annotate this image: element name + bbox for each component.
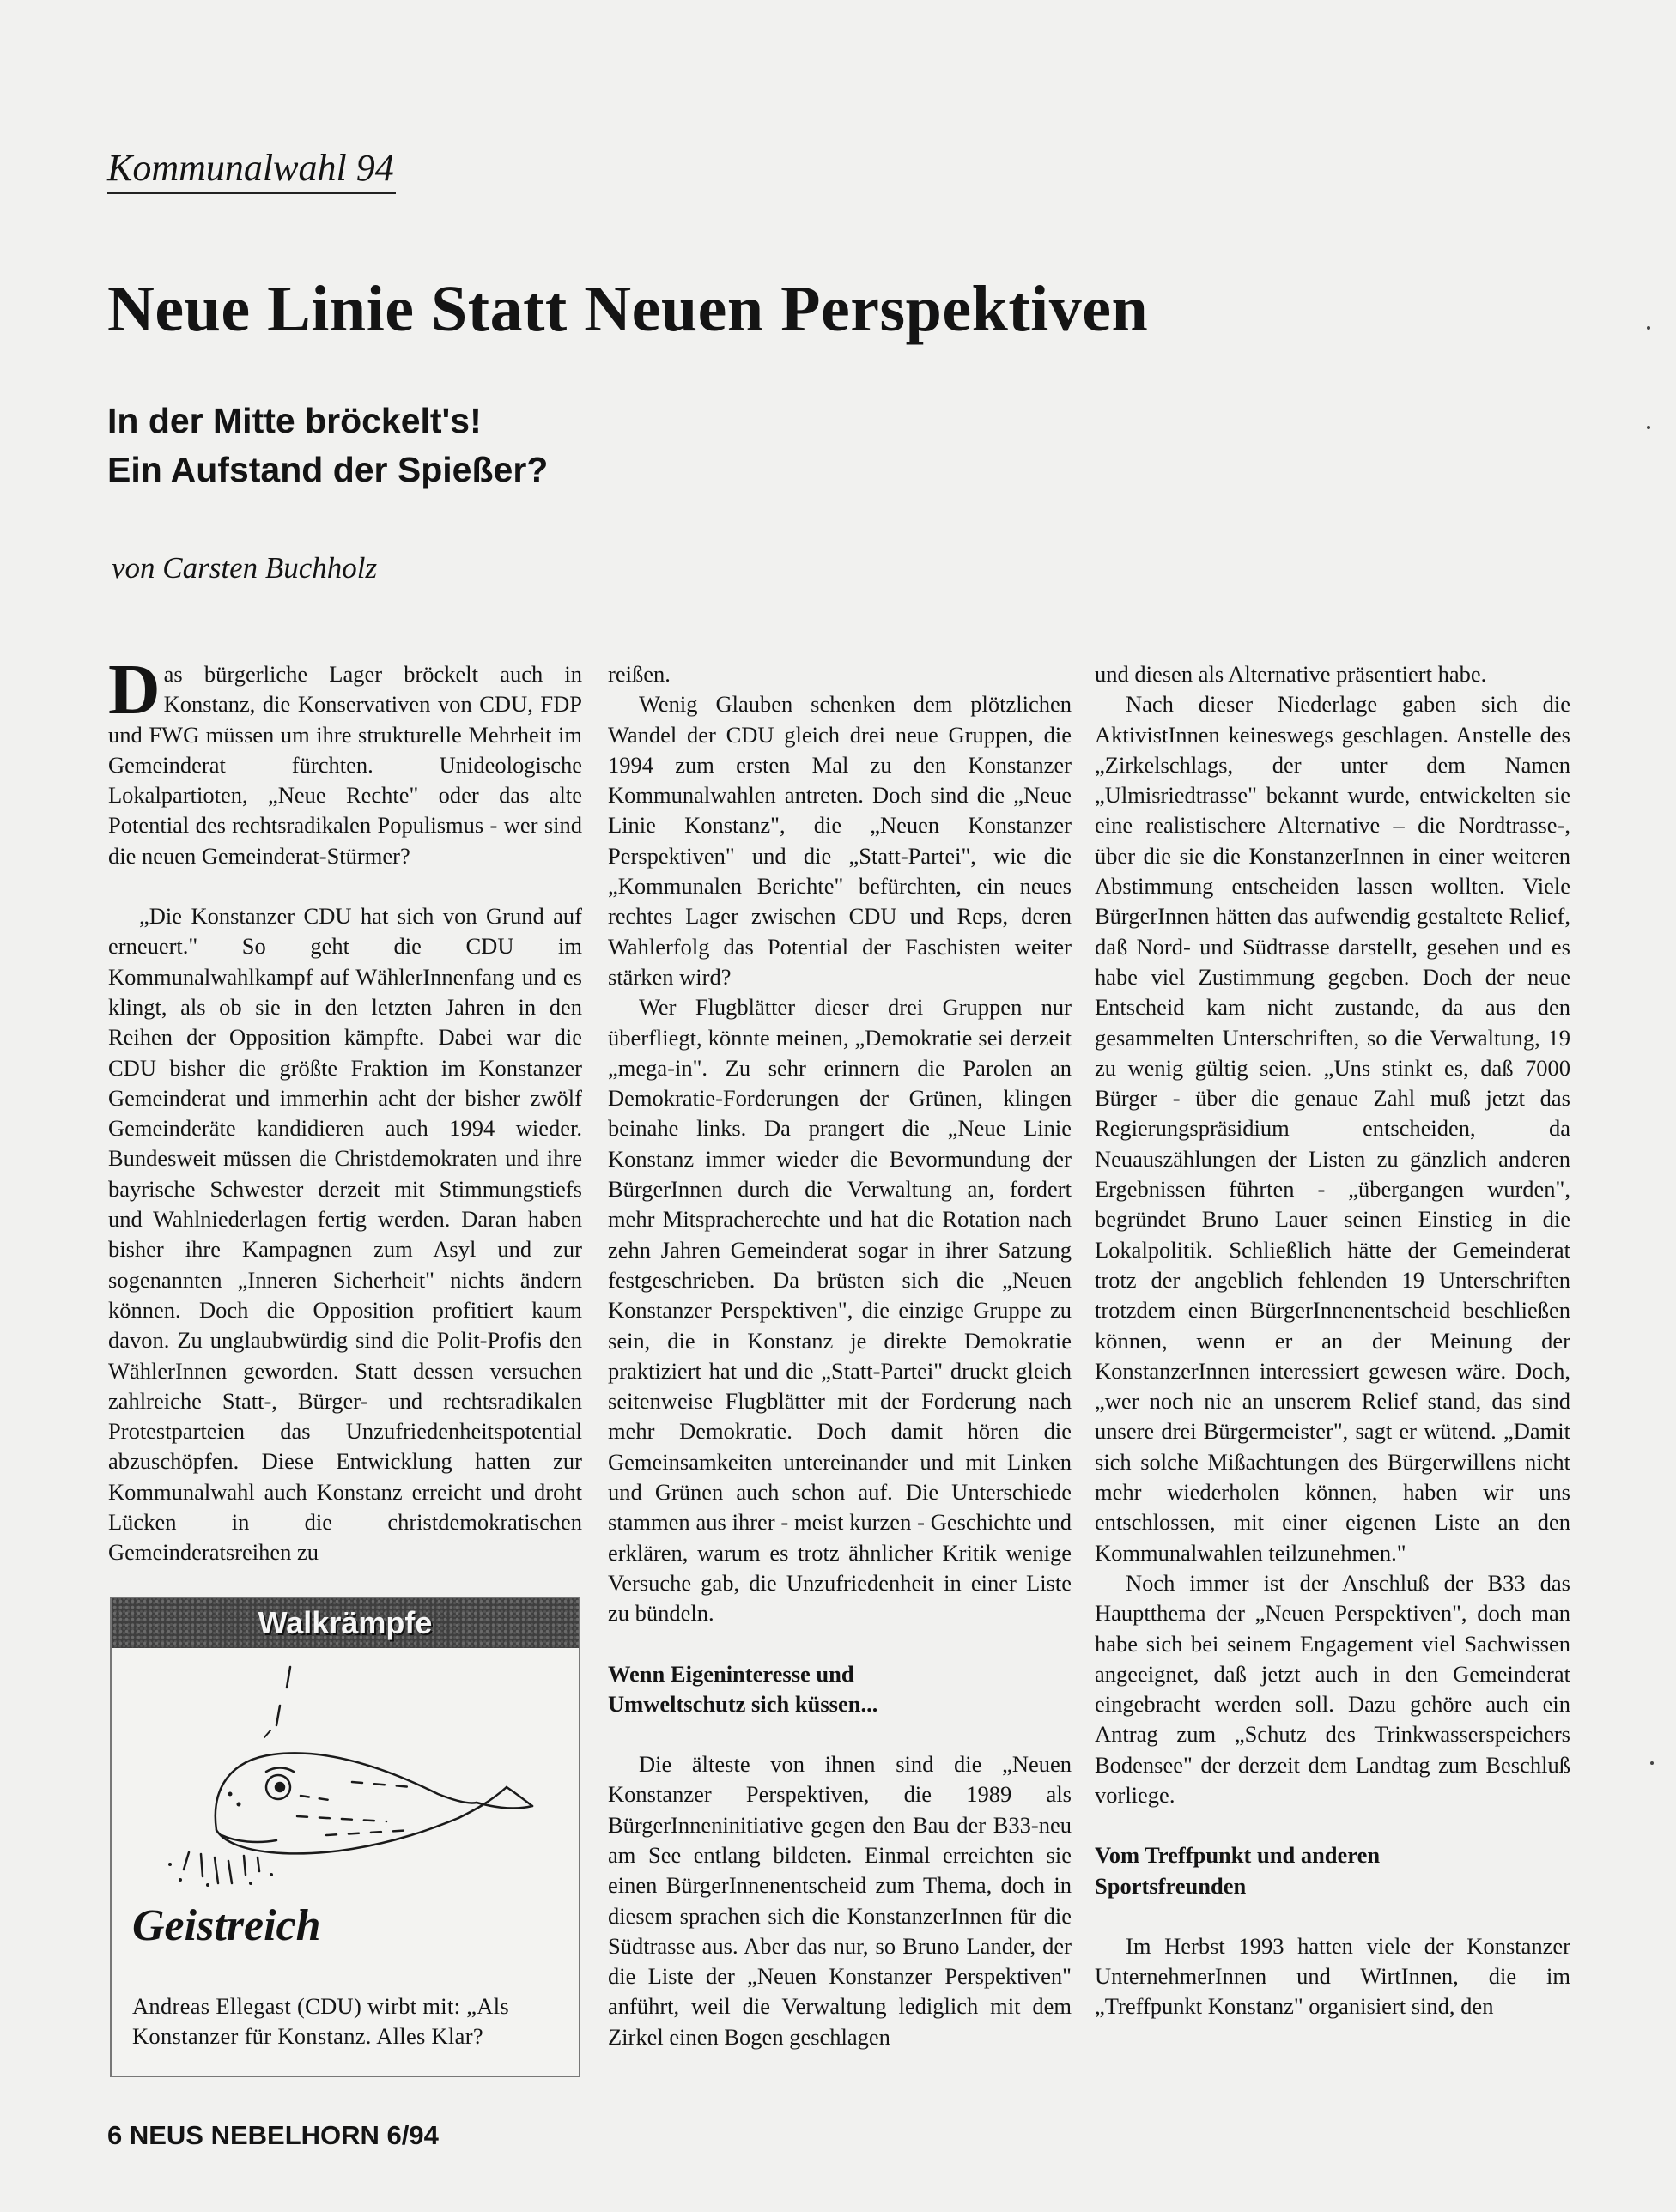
col3-subheading: Vom Treffpunkt und anderen Sportsfreunden [1095,1842,1381,1899]
column-1 [108,650,582,1568]
col1-paragraph-2: „Die Konstanzer CDU hat sich von Grund auf erneuert." So geht die CDU im Kommunalwahlkampf auf WählerInnenfang und es klingt, als ob sie in den letzten Jahren in den Reihen der Opposition kämpfte. Dabei war die CDU bisher die größte Fraktion im Konstanzer Gemeinderat und immerhin acht der bisher zwölf Gemeinderäte kandidieren auch 1994 wieder. Bundesweit müssen die Christdemokraten und ihre bayrische Schwester derzeit mit Stimmungstiefs und Wahlniederlagen fertig werden. Daran haben bisher ihre Kampagnen zum Asyl und zur sogenannten „Inneren Sicherheit" nichts ändern können. Doch die Opposition profitiert kaum davon. Zu unglaubwürdig sind die Polit-Profis den WählerInnen geworden. Statt dessen versuchen zahlreiche Statt-, Bürger- und rechtsradikalen Protestparteien das Unzufriedenheitspotential abzuschöpfen. Diese Entwicklung hatten zur Kommunalwahl auch Konstanz erreicht und droht Lücken in die christdemokratischen Gemeinderatsreihen zu [108,903,582,1566]
sidebar-caption: Andreas Ellegast (CDU) wirbt mit: „Als Konstanzer für Konstanz. Alles Klar? [132,1993,509,2049]
speck [1647,426,1650,429]
col3-paragraph-4: Im Herbst 1993 hatten viele der Konstanzer UnternehmerInnen und WirtInnen, die im „Treffpunkt Konstanz" organisiert sind, den [1095,1932,1570,2020]
subheadline [107,397,548,494]
sidebar-header [112,1598,579,1648]
col2-paragraph-1: reißen. [608,661,671,687]
section-label: Kommunalwahl 94 [107,144,396,194]
headline: Neue Linie Statt Neuen Perspektiven [107,273,1149,345]
sidebar-header-title: Walkrämpfe [258,1605,433,1640]
column-2 [608,659,1072,2052]
col2-subheading: Wenn Eigeninteresse und Umweltschutz sich küssen... [608,1660,878,1717]
page-footer: 6 NEUS NEBELHORN 6/94 [107,2120,439,2150]
sidebar-title: Geistreich [132,1901,321,1950]
byline: von Carsten Buchholz [112,551,378,585]
speck [1650,1761,1654,1765]
subheadline-line-1: In der Mitte bröckelt's! [107,401,482,440]
col2-paragraph-3: Wer Flugblätter dieser drei Gruppen nur überfliegt, könnte meinen, „Demokratie sei derzeit „mega-in". Zu sehr erinnern die Parolen an Demokratie-Forderungen der Grünen, klingen beinahe links. Da prangert die „Neue Linie Konstanz immer wieder die Bevormundung der BürgerInnen durch die Verwaltung an, fordert mehr Mitspracherechte und hat die Rotation nach zehn Jahren Gemeinderat sogar in ihrer Satzung festgeschrieben. Da brüsten sich die „Neuen Konstanzer Perspektiven", die einzige Gruppe zu sein, die in Konstanz je direkte Demokratie praktiziert hat und die „Statt-Partei" druckt gleich seitenweise Flugblätter mit der Forderung nach mehr Demokratie. Doch damit hören die Gemeinsamkeiten untereinander und mit Linken und Grünen auch schon auf. Die Unterschiede stammen aus ihrer - meist kurzen - Geschichte und erklären, warum es trotz ähnlicher Kritik wenige Versuche gab, die Unzufriedenheit in einer Liste zu bündeln. [608,994,1072,1627]
col2-paragraph-4: Die älteste von ihnen sind die „Neuen Konstanzer Perspektiven, die 1989 als BürgerInneninitiative gegen den Bau der B33-neu am See entlang bildeten. Einmal erreichten sie einen BürgerInnenentscheid zum Thema, doch in diesem sprachen sich die KonstanzerInnen für die Südtrasse aus. Aber das nur, so Bruno Lander, der die Liste der „Neuen Konstanzer Perspektiven" anführt, weil die Verwaltung lediglich mit dem Zirkel einen Bogen geschlagen [608,1751,1072,2050]
whale-cartoon [129,1658,558,1890]
column-3 [1095,659,1570,2022]
speck [1647,326,1650,330]
col1-paragraph-1: Das bürgerliche Lager bröckelt auch in Konstanz, die Konservativen von CDU, FDP und FWG müssen um ihre strukturelle Mehrheit im Gemeinderat fürchten. Unideologische Lokalpartioten, „Neue Rechte" oder das alte Potential des rechtsradikalen Populismus - wer sind die neuen Gemeinderat-Stürmer? [108,650,582,869]
sidebar-box [110,1597,580,2077]
col2-paragraph-2: Wenig Glauben schenken dem plötzlichen Wandel der CDU gleich drei neue Gruppen, die 1994 zum ersten Mal zu den Konstanzer Kommunalwahlen antreten. Doch sind die „Neue Linie Konstanz", die „Neuen Konstanzer Perspektiven" und die „Statt-Partei", wie die „Kommunalen Berichte" befürchten, ein neues rechtes Lager zwischen CDU und Reps, deren Wahlerfolg das Potential der Faschisten weiter stärken wird? [608,691,1072,990]
subheadline-line-2: Ein Aufstand der Spießer? [107,450,549,489]
dropcap: D [108,650,161,730]
col3-paragraph-2: Nach dieser Niederlage gaben sich die AktivistInnen keineswegs geschlagen. Anstelle des „Zirkelschlags, der unter dem Namen „Ulmisriedtrasse" bekannt wurde, entwickelten sie eine realistischere Alternative – die Nordtrasse-, über die sie die KonstanzerInnen in einer weiteren Abstimmung entscheiden lassen wollten. Viele BürgerInnen hätten das aufwendig gestaltete Relief, daß Nord- und Südtrasse darstellt, gesehen und es habe viel Zustimmung gegeben. Doch der neue Entscheid kam nicht zustande, da aus den gesammelten Unterschriften, so die Verwaltung, 19 zu wenig gültig seien. „Uns stinkt es, daß 7000 Bürger - über die genaue Zahl muß jetzt das Regierungspräsidium entscheiden, da Neuauszählungen der Listen zu gänzlich anderen Ergebnissen führten - „übergangen wurden", begründet Bruno Lauer seinen Einstieg in die Lokalpolitik. Schließlich hätte der Gemeinderat trotz der angeblich fehlenden 19 Unterschriften trotzdem einen BürgerInnenentscheid beschließen können, wenn er an der Meinung der KonstanzerInnen interessiert gewesen wäre. Doch, „wer noch nie an unserem Relief stand, das sind unsere drei Bürgermeister", sagt er wütend. „Damit sich solche Mißachtungen des Bürgerwillens nicht mehr wiederholen können, haben wir uns entschlossen, mit einer eigenen Liste an den Kommunalwahlen teilzunehmen." [1095,691,1570,1566]
col3-paragraph-3: Noch immer ist der Anschluß der B33 das Hauptthema der „Neuen Perspektiven", doch man habe sich bei seinem Engagement viel Sachwissen angeeignet, daß jetzt auch in den Gemeinderat eingebracht werden soll. Dazu gehöre auch ein Antrag zum „Schutz des Trinkwasserspeichers Bodensee" der derzeit dem Landtag zum Beschluß vorliege. [1095,1569,1570,1808]
col3-paragraph-1: und diesen als Alternative präsentiert habe. [1095,661,1487,687]
